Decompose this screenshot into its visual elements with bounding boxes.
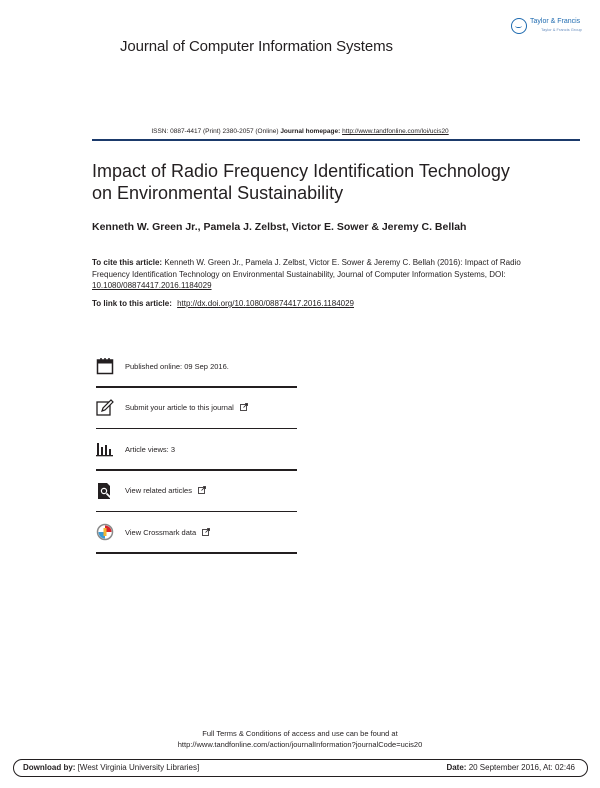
citation-label: To cite this article: [92, 258, 163, 267]
downloaded-by-value: [West Virginia University Libraries] [77, 763, 200, 772]
publisher-logo[interactable] [511, 18, 583, 36]
external-link-icon [240, 403, 248, 411]
list-item-crossmark[interactable] [96, 512, 297, 552]
article-title: Impact of Radio Frequency Identification Technology on Environmental Sustainability [92, 161, 510, 203]
bar-chart-icon [96, 439, 120, 459]
list-item-submit-article[interactable] [96, 388, 297, 428]
article-link-label: To link to this article: [92, 299, 172, 308]
list-item-related-articles[interactable] [96, 471, 297, 511]
footer-terms [0, 728, 600, 750]
article-authors: Kenneth W. Green Jr., Pamela J. Zelbst, Victor E. Sower & Jeremy C. Bellah [92, 221, 467, 233]
external-link-icon [202, 528, 210, 536]
list-item-published [96, 346, 297, 386]
crossmark-icon [96, 522, 120, 542]
published-date-text: Published online: 09 Sep 2016. [125, 361, 229, 371]
related-articles-link[interactable] [120, 486, 206, 495]
citation-text: Kenneth W. Green Jr., Pamela J. Zelbst, Victor E. Sower & Jeremy C. Bellah (2016): Impact of Radio Frequency Identification Technology on Environmental Sustainability, Journal of Computer Information Systems, DOI: [92, 258, 521, 279]
download-date [446, 763, 575, 772]
downloaded-by [23, 763, 199, 772]
download-info-bar [13, 759, 588, 777]
publisher-logo-icon [511, 18, 527, 34]
issn-text: ISSN: 0887-4417 (Print) 2380-2057 (Online) [151, 128, 279, 135]
calendar-icon [96, 356, 120, 376]
article-views-text: Article views: 3 [125, 444, 176, 454]
divider [96, 552, 297, 554]
crossmark-link[interactable] [120, 528, 210, 537]
header-divider [92, 139, 580, 141]
citation-doi-link[interactable]: 10.1080/08874417.2016.1184029 [92, 281, 212, 290]
article-link-url[interactable]: http://dx.doi.org/10.1080/08874417.2016.1184029 [177, 299, 354, 308]
journal-title: Journal of Computer Information Systems [120, 38, 393, 55]
search-document-icon [96, 481, 120, 501]
homepage-label: Journal homepage: [280, 128, 341, 135]
submit-article-link[interactable] [120, 403, 248, 412]
article-link-line [92, 299, 354, 308]
terms-text: Full Terms & Conditions of access and use can be found at [202, 729, 398, 738]
edit-icon [96, 398, 120, 418]
submit-article-label: Submit your article to this journal [125, 403, 234, 412]
external-link-icon [198, 486, 206, 494]
crossmark-label: View Crossmark data [125, 527, 197, 537]
article-info-list [96, 346, 297, 554]
issn-line [0, 128, 600, 135]
download-date-value: 20 September 2016, At: 02:46 [468, 763, 575, 772]
downloaded-by-label: Download by: [23, 763, 76, 772]
download-date-label: Date: [446, 763, 467, 772]
publisher-logo-name: Taylor & Francis [530, 18, 581, 25]
related-articles-label: View related articles [125, 486, 192, 495]
journal-homepage-link[interactable]: http://www.tandfonline.com/loi/ucis20 [342, 128, 449, 135]
citation-block [92, 257, 532, 292]
terms-link[interactable]: http://www.tandfonline.com/action/journalInformation?journalCode=ucis20 [177, 740, 423, 749]
publisher-logo-sub: Taylor & Francis Group [541, 27, 582, 32]
list-item-article-views [96, 429, 297, 469]
